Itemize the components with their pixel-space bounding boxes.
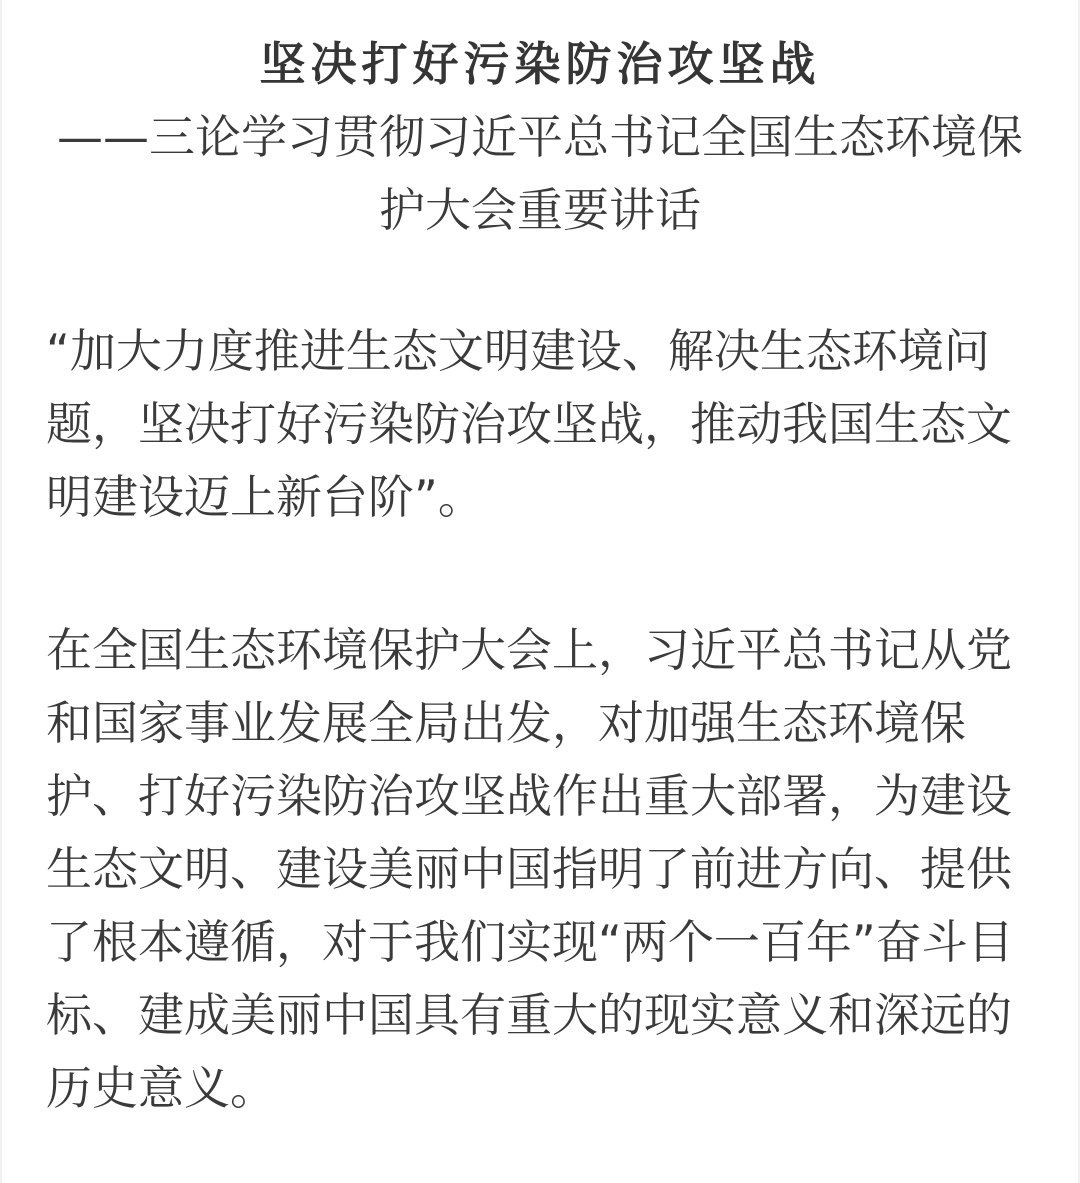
paragraph-main: 在全国生态环境保护大会上，习近平总书记从党和国家事业发展全局出发，对加强生态环境保护、打好污染防治攻坚战作出重大部署，为建设生态文明、建设美丽中国指明了前进方向、提供了根本遵循，对于我们实现“两个一百年”奋斗目标、建成美丽中国具有重大的现实意义和深远的历史意义。 [46, 623, 1014, 1115]
paragraph-quote: “加大力度推进生态文明建设、解决生态环境问题，坚决打好污染防治攻坚战，推动我国生态文明建设迈上新台阶”。 [46, 324, 1012, 524]
article-header [46, 28, 1034, 247]
article-body [46, 315, 1034, 1125]
article-subtitle: ——三论学习贯彻习近平总书记全国生态环境保护大会重要讲话 [57, 110, 1023, 237]
article-title: 坚决打好污染防治攻坚战 [259, 37, 821, 91]
